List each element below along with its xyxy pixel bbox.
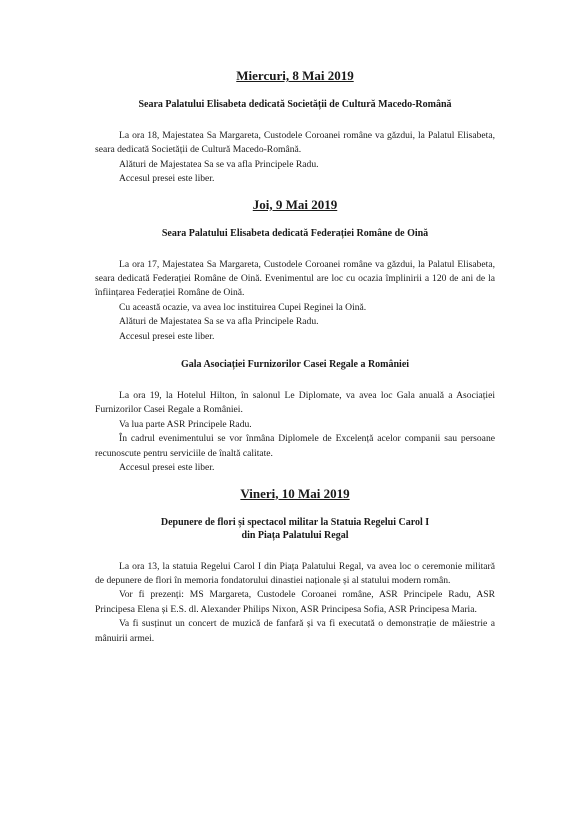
event-title: Gala Asociației Furnizorilor Casei Regale a României: [180, 359, 410, 371]
paragraph: Accesul presei este liber.: [119, 462, 215, 474]
paragraph: La ora 13, la statuia Regelui Carol I din Piața Palatului Regal, va avea loc o ceremonie militară de depunere de flori în memoria fondatorului dinastiei naționale și al statului modern român.: [95, 560, 495, 586]
event-title: Seara Palatului Elisabeta dedicată Federației Române de Oină: [161, 227, 429, 239]
paragraph: La ora 19, la Hotelul Hilton, în salonul Le Diplomate, va avea loc Gala anuală a Asociației Furnizorilor Casei Regale a României.: [95, 390, 495, 416]
paragraph: La ora 17, Majestatea Sa Margareta, Custodele Coroanei române va găzdui, la Palatul Elisabeta, seara dedicată Federației Române de Oină. Evenimentul are loc cu ocazia împlinirii a 120 de ani de la înființarea Federației Române de Oină.: [95, 258, 495, 299]
paragraph: Vor fi prezenți: MS Margareta, Custodele Coroanei române, ASR Principele Radu, ASR Principesa Elena și E.S. dl. Alexander Philips Nixon, ASR Principesa Sofia, ASR Principesa Maria.: [95, 589, 495, 615]
paragraph: Cu această ocazie, va avea loc instituirea Cupei Reginei la Oină.: [119, 301, 367, 313]
event-title: [95, 516, 495, 542]
event-title-line: Depunere de flori și spectacol militar la Statuia Regelui Carol I: [160, 516, 430, 528]
day-heading: Vineri, 10 Mai 2019: [240, 485, 350, 501]
document-body: [95, 68, 495, 646]
event-title: Seara Palatului Elisabeta dedicată Societății de Cultură Macedo-Română: [138, 99, 452, 110]
day-heading: Joi, 9 Mai 2019: [252, 196, 338, 212]
paragraph: La ora 18, Majestatea Sa Margareta, Custodele Coroanei române va găzdui, la Palatul Elisabeta, seara dedicată Societății de Cultură Macedo-Română.: [95, 130, 495, 156]
paragraph: În cadrul evenimentului se vor înmâna Diplomele de Excelență acelor companii sau persoane recunoscute pentru serviciile de înaltă calitate.: [95, 433, 495, 459]
paragraph: Accesul presei este liber.: [119, 330, 215, 342]
day-heading: Miercuri, 8 Mai 2019: [236, 68, 354, 83]
paragraph: Accesul presei este liber.: [119, 173, 215, 185]
paragraph: Va fi susținut un concert de muzică de fanfară și va fi executată o demonstrație de măiestrie a mânuirii armei.: [95, 618, 495, 644]
paragraph: Alături de Majestatea Sa se va afla Principele Radu.: [119, 158, 319, 170]
paragraph: Alături de Majestatea Sa se va afla Principele Radu.: [119, 316, 319, 328]
event-title-line: din Piața Palatului Regal: [241, 529, 349, 541]
paragraph: Va lua parte ASR Principele Radu.: [119, 418, 252, 430]
